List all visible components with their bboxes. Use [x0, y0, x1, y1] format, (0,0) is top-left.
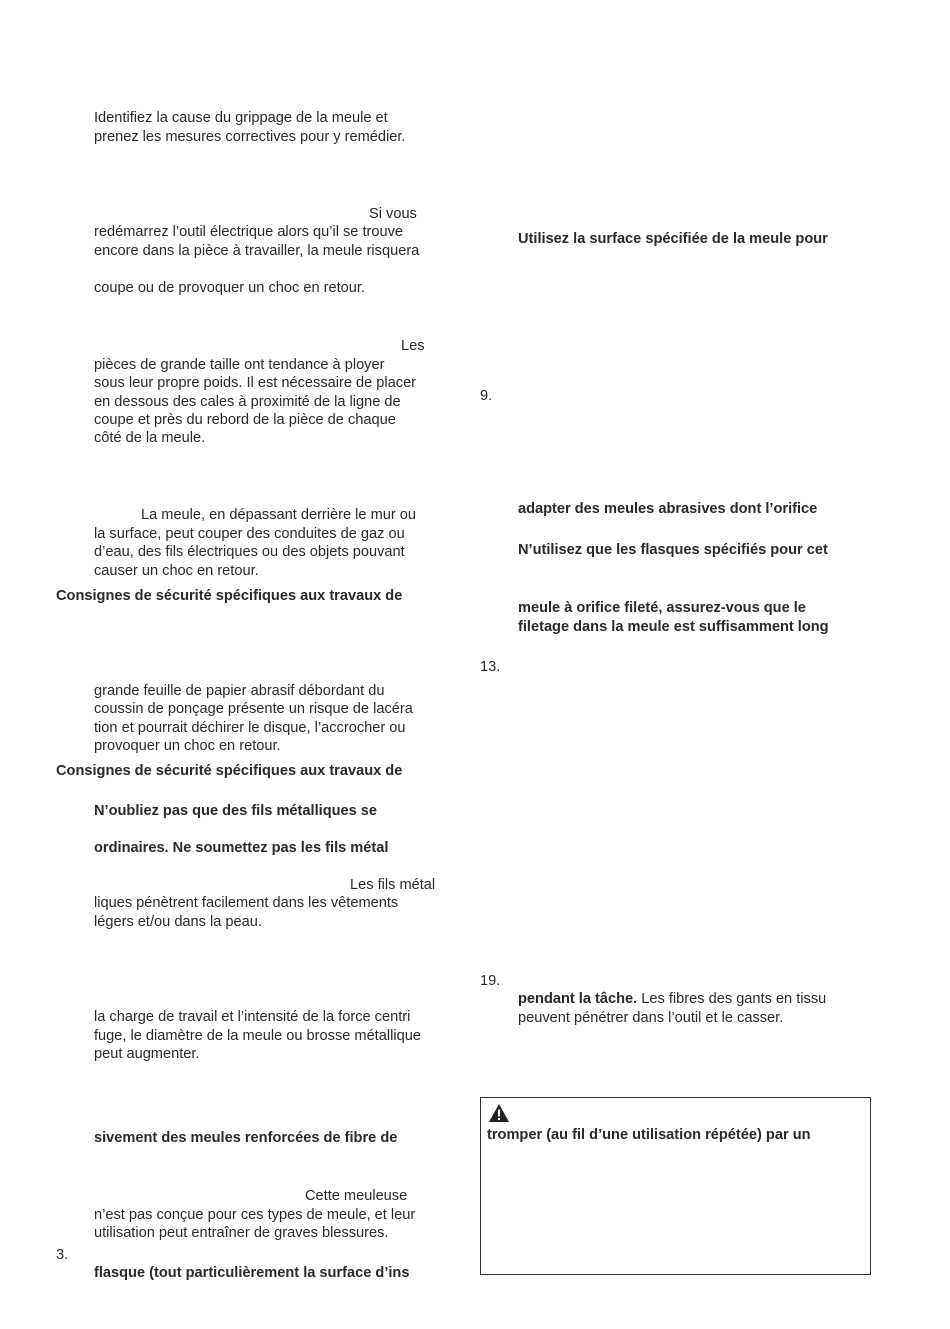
text-line: redémarrez l’outil électrique alors qu’il se trouve — [94, 224, 404, 240]
text-line: provoquer un choc en retour. — [94, 738, 281, 754]
bold-line: Utilisez la surface spécifiée de la meule pour — [518, 231, 828, 247]
text-line: La meule, en dépassant derrière le mur ou — [141, 507, 417, 523]
warning-box — [480, 1097, 871, 1275]
section-heading: Consignes de sécurité spécifiques aux travaux de — [56, 588, 403, 604]
item-number: 9. — [480, 388, 493, 404]
warning-triangle-icon — [488, 1103, 510, 1123]
text-line: légers et/ou dans la peau. — [94, 914, 262, 930]
text-line: fuge, le diamètre de la meule ou brosse métallique — [94, 1028, 421, 1044]
text-line: Identifiez la cause du grippage de la meule et — [94, 110, 388, 126]
text-line: Les — [401, 338, 425, 354]
text-line: tion et pourrait déchirer le disque, l’accrocher ou — [94, 720, 406, 736]
text-line: d’eau, des fils électriques ou des objets pouvant — [94, 544, 405, 560]
text-line: la charge de travail et l’intensité de la force centri — [94, 1009, 411, 1025]
bold-line: flasque (tout particulièrement la surface d’ins — [94, 1265, 410, 1281]
warning-text: tromper (au fil d’une utilisation répétée) par un — [487, 1127, 811, 1143]
text-line: coupe ou de provoquer un choc en retour. — [94, 280, 365, 296]
bold-line: N’oubliez pas que des fils métalliques se — [94, 803, 378, 819]
text-line: peut augmenter. — [94, 1046, 200, 1062]
text-line: sous leur propre poids. Il est nécessaire de placer — [94, 375, 417, 391]
text-line — [518, 990, 826, 1008]
text-line: prenez les mesures correctives pour y remédier. — [94, 129, 406, 145]
text-line: coupe et près du rebord de la pièce de chaque — [94, 412, 396, 428]
item-number: 19. — [480, 973, 501, 989]
text-line: en dessous des cales à proximité de la ligne de — [94, 394, 401, 410]
text-line: la surface, peut couper des conduites de gaz ou — [94, 526, 405, 542]
text-line: liques pénètrent facilement dans les vêtements — [94, 895, 399, 911]
text-line: pièces de grande taille ont tendance à ployer — [94, 357, 385, 373]
text-line: encore dans la pièce à travailler, la meule risquera — [94, 243, 420, 259]
bold-line: ordinaires. Ne soumettez pas les fils métal — [94, 840, 389, 856]
text-line: Cette meuleuse — [305, 1188, 408, 1204]
text-line: causer un choc en retour. — [94, 563, 259, 579]
text-line: côté de la meule. — [94, 430, 206, 446]
bold-line: adapter des meules abrasives dont l’orifice — [518, 501, 818, 517]
text-line: peuvent pénétrer dans l’outil et le casser. — [518, 1010, 784, 1026]
text-line: n’est pas conçue pour ces types de meule, et leur — [94, 1207, 416, 1223]
text-line: utilisation peut entraîner de graves blessures. — [94, 1225, 389, 1241]
bold-phrase: pendant la tâche. — [518, 991, 638, 1007]
section-heading: Consignes de sécurité spécifiques aux travaux de — [56, 763, 403, 779]
text-line: coussin de ponçage présente un risque de lacéra — [94, 701, 413, 717]
bold-line: N’utilisez que les flasques spécifiés pour cet — [518, 542, 828, 558]
text-line: Les fils métal — [350, 877, 436, 893]
text-phrase: Les fibres des gants en tissu — [641, 991, 827, 1007]
bold-line: filetage dans la meule est suffisamment long — [518, 619, 829, 635]
item-number: 13. — [480, 659, 501, 675]
bold-line: meule à orifice fileté, assurez-vous que le — [518, 600, 806, 616]
item-number: 3. — [56, 1247, 69, 1263]
text-line: grande feuille de papier abrasif débordant du — [94, 683, 385, 699]
bold-line: sivement des meules renforcées de fibre de — [94, 1130, 398, 1146]
text-line: Si vous — [369, 206, 417, 222]
